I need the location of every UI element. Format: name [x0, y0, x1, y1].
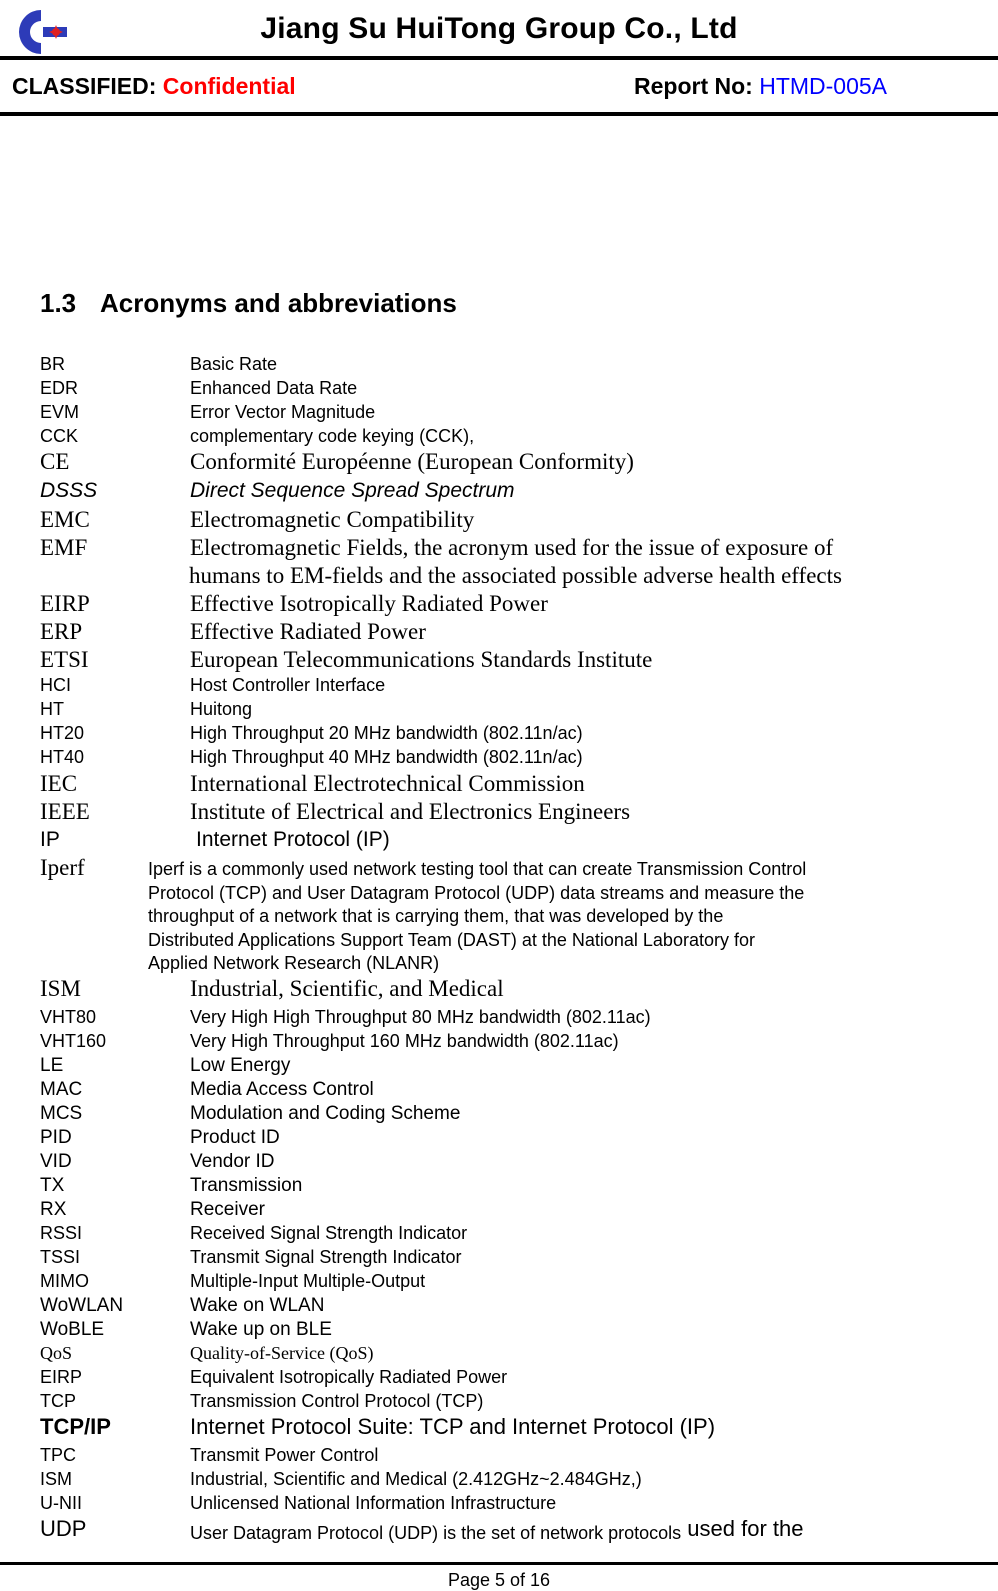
acronym: HT [40, 699, 64, 719]
acronym: TX [40, 1175, 65, 1196]
acronym: EMC [40, 507, 90, 532]
acronym: ISM [40, 1469, 73, 1489]
acronym: TPC [40, 1445, 76, 1465]
definition-line: Distributed Applications Support Team (DAST) at the National Laboratory for [148, 929, 755, 950]
acronym: HT40 [40, 747, 85, 767]
acronym: MIMO [40, 1271, 89, 1291]
definition-tail: used for the [681, 1516, 804, 1541]
acronym: LE [40, 1055, 64, 1076]
definition: Basic Rate [190, 354, 278, 374]
definition: Received Signal Strength Indicator [190, 1223, 468, 1243]
company-name: Jiang Su HuiTong Group Co., Ltd [260, 12, 738, 45]
definition: Multiple-Input Multiple-Output [190, 1271, 426, 1291]
definition: Effective Radiated Power [190, 619, 426, 644]
acronym: EDR [40, 378, 79, 398]
definition-line: Protocol (TCP) and User Datagram Protocol (UDP) data streams and measure the [148, 882, 805, 903]
definition: Industrial, Scientific and Medical (2.412GHz~2.484GHz,) [190, 1469, 642, 1489]
classified-value: Confidential [162, 73, 296, 99]
report-value: HTMD-005A [759, 73, 888, 99]
definition: Modulation and Coding Scheme [190, 1103, 461, 1124]
acronym: VHT160 [40, 1031, 107, 1051]
definition: Transmit Signal Strength Indicator [190, 1247, 462, 1267]
definition: Institute of Electrical and Electronics Engineers [190, 799, 631, 824]
definition: complementary code keying (CCK), [190, 426, 475, 446]
definition: Enhanced Data Rate [190, 378, 358, 398]
report-label: Report No: [634, 73, 753, 99]
definition [190, 1516, 804, 1543]
definition: Electromagnetic Fields, the acronym used for the issue of exposure of [190, 535, 834, 560]
classified-label: CLASSIFIED: [12, 73, 157, 99]
acronym: IP [40, 828, 60, 851]
acronym: PID [40, 1127, 72, 1148]
definition: European Telecommunications Standards Institute [190, 647, 653, 672]
acronym: Iperf [40, 855, 85, 880]
definition: Transmission Control Protocol (TCP) [190, 1391, 484, 1411]
acronym: RX [40, 1199, 67, 1220]
definition: International Electrotechnical Commission [190, 771, 585, 796]
definition: Electromagnetic Compatibility [190, 507, 475, 532]
page-number: Page 5 of 16 [447, 1570, 551, 1590]
acronym: EIRP [40, 591, 90, 616]
definition: Equivalent Isotropically Radiated Power [190, 1367, 508, 1387]
definition-text: User Datagram Protocol (UDP) is the set of network protocols [190, 1523, 682, 1543]
iperf-definition [148, 858, 806, 976]
definition: High Throughput 20 MHz bandwidth (802.11n/ac) [190, 723, 583, 743]
definition: Effective Isotropically Radiated Power [190, 591, 548, 616]
section-heading [40, 288, 457, 319]
definition: Internet Protocol (IP) [196, 828, 390, 851]
acronym: IEEE [40, 799, 90, 824]
definition: Host Controller Interface [190, 675, 386, 695]
definition: Media Access Control [190, 1079, 374, 1100]
definition: Receiver [190, 1199, 265, 1220]
definition: Wake up on BLE [190, 1319, 332, 1340]
acronym: VHT80 [40, 1007, 97, 1027]
header-rule-bottom [0, 112, 998, 116]
section-number: 1.3 [40, 288, 77, 318]
definition: Transmit Power Control [190, 1445, 379, 1465]
acronym: ERP [40, 619, 83, 644]
definition: Very High High Throughput 80 MHz bandwidth (802.11ac) [190, 1007, 651, 1027]
footer-rule [0, 1562, 998, 1565]
definition: Low Energy [190, 1055, 291, 1076]
acronym: ISM [40, 976, 81, 1001]
acronym: MCS [40, 1103, 83, 1124]
report-number [634, 73, 887, 100]
definition: Product ID [190, 1127, 280, 1148]
definition: Huitong [190, 699, 253, 719]
acronym: VID [40, 1151, 72, 1172]
acronym: ETSI [40, 647, 89, 672]
definition-line: throughput of a network that is carrying them, that was developed by the [148, 906, 724, 926]
definition: Very High Throughput 160 MHz bandwidth (802.11ac) [190, 1031, 619, 1051]
acronym: HT20 [40, 723, 85, 743]
definition: Vendor ID [190, 1151, 275, 1172]
acronym: TCP [40, 1391, 76, 1411]
definition-line: Iperf is a commonly used network testing tool that can create Transmission Control [148, 859, 807, 879]
acronym: EIRP [40, 1367, 83, 1387]
definition: Wake on WLAN [190, 1295, 325, 1316]
acronym: TSSI [40, 1247, 81, 1267]
definition: Conformité Européenne (European Conformity) [190, 449, 634, 474]
classification [12, 73, 296, 100]
section-title: Acronyms and abbreviations [100, 288, 457, 318]
acronym: UDP [40, 1516, 87, 1541]
acronym: MAC [40, 1079, 83, 1100]
acronym: IEC [40, 771, 78, 796]
acronym: EMF [40, 535, 88, 560]
acronym: U-NII [40, 1493, 82, 1513]
definition: Quality-of-Service (QoS) [190, 1343, 374, 1363]
definition: High Throughput 40 MHz bandwidth (802.11n/ac) [190, 747, 583, 767]
acronym: WoWLAN [40, 1295, 124, 1316]
acronym: CCK [40, 426, 79, 446]
acronym: DSSS [40, 479, 98, 502]
acronym: TCP/IP [40, 1414, 111, 1439]
definition: Internet Protocol Suite: TCP and Internet Protocol (IP) [190, 1414, 716, 1439]
definition: Industrial, Scientific, and Medical [190, 976, 504, 1001]
definition: Direct Sequence Spread Spectrum [190, 479, 515, 502]
definition: Unlicensed National Information Infrastructure [190, 1493, 557, 1513]
definition-continued: humans to EM-fields and the associated possible adverse health effects [189, 563, 842, 588]
acronym: QoS [40, 1343, 73, 1363]
acronym: EVM [40, 402, 80, 422]
acronym: BR [40, 354, 66, 374]
acronym: HCI [40, 675, 71, 695]
acronym: RSSI [40, 1223, 83, 1243]
definition: Error Vector Magnitude [190, 402, 376, 422]
acronym: WoBLE [40, 1319, 105, 1340]
header-rule-top [0, 56, 998, 60]
acronym: CE [40, 449, 70, 474]
definition-line: Applied Network Research (NLANR) [148, 953, 440, 973]
definition: Transmission [190, 1175, 303, 1196]
